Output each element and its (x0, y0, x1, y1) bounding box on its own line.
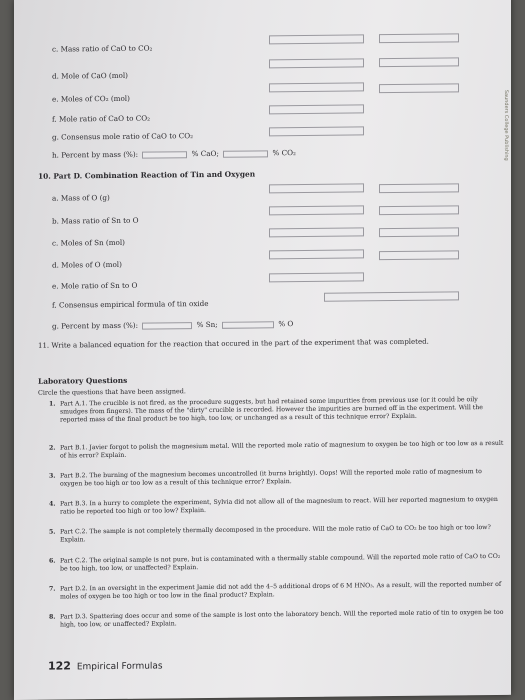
row-d-f: f. Consensus empirical formula of tin oxide (52, 298, 209, 310)
lab-question-4: 4. Part B.3. In a hurry to complete the experiment, Sylvia did not allow all of the magnesium to react. Will her reported magnesium to oxygen ratio be reported too high or too low? Explain. (49, 495, 498, 516)
answer-blank[interactable] (269, 249, 364, 259)
page-number: 122 (48, 659, 71, 673)
answer-blank[interactable] (269, 272, 364, 282)
answer-blank[interactable] (379, 250, 459, 260)
percent-sn-blank[interactable] (142, 322, 192, 330)
row-e-moles-co2: e. Moles of CO₂ (mol) (52, 93, 130, 104)
side-imprint: Saunders College Publishing (503, 89, 509, 161)
answer-blank[interactable] (379, 183, 459, 193)
percent-by-mass-c: h. Percent by mass (%): % CaO; % CO₂ (52, 148, 296, 160)
footer-title: Empirical Formulas (76, 661, 163, 673)
lab-question-5: 5. Part C.2. The sample is not completely thermally decomposed in the procedure. Will the mole ratio of CaO to CO₂ be too high or too low? Explain. (49, 524, 491, 544)
part-d-heading: 10. Part D. Combination Reaction of Tin and Oxygen (38, 169, 256, 181)
answer-blank[interactable] (324, 291, 459, 301)
lab-question-1: 1. Part A.1. The crucible is not fired, as the procedure suggests, but had retained some impurities from previous use (or it could be oily smudges from fingers). The mass of the "dirty" crucible is recorded. However the impurities are burned off in the experiment. Will the reported mass of the final product be too high, too low, or unchanged as a result of this technique error? Explain. (49, 396, 483, 424)
worksheet-page (14, 0, 511, 700)
lab-question-3: 3. Part B.2. The burning of the magnesium becomes uncontrolled (it burns brightly). Oops! Will the reported mole ratio of magnesium to oxygen be too high or too low as a result of this technique error? Explain. (49, 468, 482, 488)
row-c-mass-ratio: c. Mass ratio of CaO to CO₂ (52, 43, 153, 54)
lab-question-7: 7. Part D.2. In an oversight in the experiment Jamie did not add the 4–5 additional drops of 6 M HNO₃. As a result, will the reported number of moles of oxygen be too high or too low in the final product? Explain. (49, 580, 502, 601)
percent-co2-blank[interactable] (223, 150, 268, 157)
row-d-e: e. Mole ratio of Sn to O (52, 280, 138, 291)
lab-questions-intro: Circle the questions that have been assigned. (38, 387, 186, 397)
row-d-b: b. Mass ratio of Sn to O (52, 215, 139, 226)
percent-cao-blank[interactable] (142, 151, 187, 158)
row-g-consensus: g. Consensus mole ratio of CaO to CO₂ (52, 131, 193, 142)
answer-blank[interactable] (379, 205, 459, 215)
answer-blank[interactable] (269, 205, 364, 215)
row-d-c: c. Moles of Sn (mol) (52, 237, 125, 248)
percent-o-blank[interactable] (222, 321, 274, 329)
answer-blank[interactable] (269, 34, 364, 44)
answer-blank[interactable] (269, 58, 364, 68)
answer-blank[interactable] (379, 227, 459, 237)
lab-question-8: 8. Part D.3. Spattering does occur and some of the sample is lost onto the laboratory bench. Will the reported mole ratio of tin to oxygen be too high, too low, or unaffected? Explain. (49, 608, 504, 629)
page-footer (48, 658, 163, 672)
answer-blank[interactable] (379, 33, 459, 43)
answer-blank[interactable] (269, 183, 364, 193)
answer-blank[interactable] (269, 126, 364, 136)
lab-questions-heading: Laboratory Questions (38, 375, 128, 386)
row-d-d: d. Moles of O (mol) (52, 259, 122, 270)
lab-question-6: 6. Part C.2. The original sample is not pure, but is contaminated with a thermally stable compound. Will the reported mole ratio of CaO to CO₂ be too high, too low, or unaffected? Explain. (49, 552, 501, 573)
percent-by-mass-d: g. Percent by mass (%): % Sn; % O (52, 319, 294, 331)
answer-blank[interactable] (269, 104, 364, 114)
lab-question-2: 2. Part B.1. Javier forgot to polish the magnesium metal. Will the reported mole ratio of magnesium to oxygen be too high or too low as a result of his error? Explain. (49, 439, 504, 460)
row-f-mole-ratio: f. Mole ratio of CaO to CO₂ (52, 113, 151, 124)
answer-blank[interactable] (379, 57, 459, 67)
answer-blank[interactable] (379, 83, 459, 93)
row-d-mole-cao: d. Mole of CaO (mol) (52, 70, 128, 81)
answer-blank[interactable] (269, 227, 364, 237)
row-d-a: a. Mass of O (g) (52, 192, 110, 203)
answer-blank[interactable] (269, 82, 364, 92)
question-11: 11. Write a balanced equation for the reaction that occured in the part of the experiment that was completed. (38, 337, 429, 350)
